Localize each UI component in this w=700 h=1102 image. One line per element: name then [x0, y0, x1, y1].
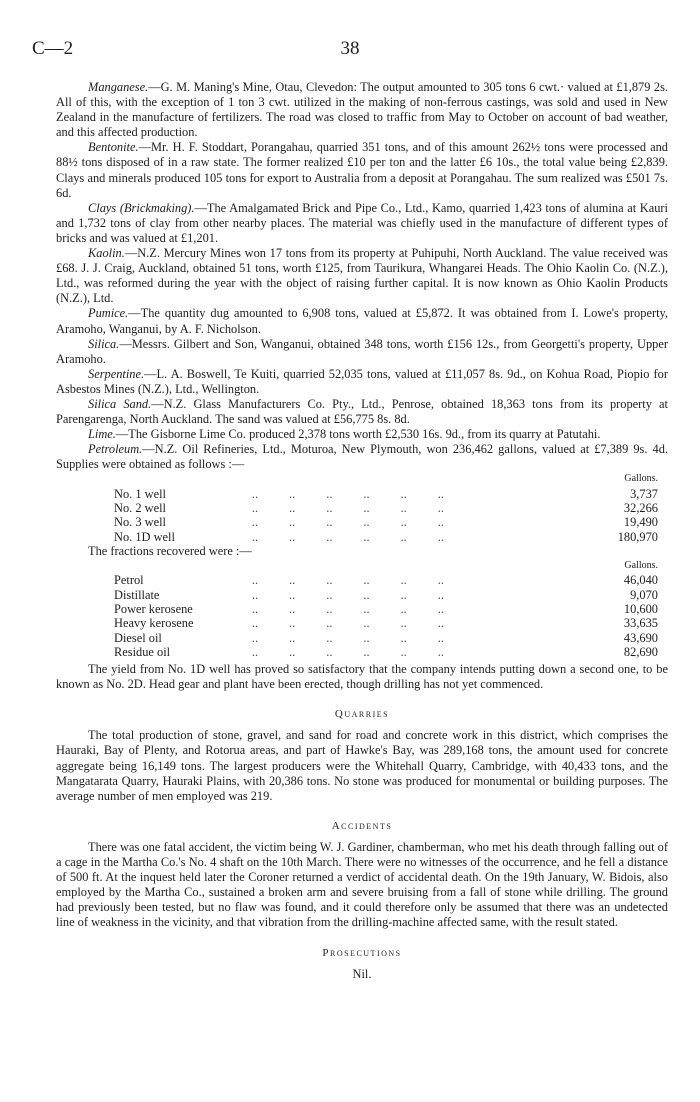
fraction-label: Residue oil [114, 644, 171, 659]
table-row [114, 602, 658, 616]
lead-term: Bentonite. [88, 140, 139, 155]
fractions-intro: The fractions recovered were :— [88, 543, 252, 558]
well-label: No. 2 well [114, 501, 166, 516]
paragraph-text: —N.Z. Glass Manufacturers Co. Pty., Ltd., Penrose, obtained 18,363 tons from its property at Parengarenga, North Auckland. The sand was valued at £56,775 8s. 8d. [56, 396, 668, 427]
well-value: 19,490 [623, 515, 658, 530]
prosecutions-heading: Prosecutions [322, 946, 402, 959]
dot-leader: .. .. .. .. .. .. [224, 644, 444, 659]
paragraph-text: —G. M. Maning's Mine, Otau, Clevedon: The output amounted to 305 tons 6 cwt.· valued at £1,879 2s. All of this, with the exception of 1 ton 3 cwt. utilized in the making of non-ferrous castings, was sold and used in New Zealand in the manufacture of fertilizers. The road was closed to traffic from May to October on account of bad weather, and this affected production. [56, 80, 668, 140]
lead-term: Clays (Brickmaking). [88, 200, 195, 215]
paragraph-text: —N.Z. Oil Refineries, Ltd., Moturoa, New Plymouth, won 236,462 gallons, valued at £7,389 9s. 4d. Supplies were obtained as follows :— [56, 442, 668, 472]
fractions-unit-row [114, 559, 658, 573]
quarries-paragraph: The total production of stone, gravel, and sand for road and concrete work in this district, which comprises the Hauraki, Bay of Plenty, and Rotorua areas, and part of Hawke's Bay, was 289,168 tons, the amount used for concrete aggregate being 16,149 tons. The largest producers were the Whitehall Quarry, Cambridge, with 40,433 tons, and the Mangatarata Quarry, Hauraki Plains, with 20,386 tons. No stone was produced for monumental or building purposes. The average number of men employed was 219. [56, 728, 668, 803]
paragraph-text: —L. A. Boswell, Te Kuiti, quarried 52,035 tons, valued at £11,057 8s. 9d., on Kohua Road, Piopio for Asbestos Mines (N.Z.), Ltd., Wellington. [56, 366, 668, 396]
table-row [114, 501, 658, 515]
fraction-label: Power kerosene [114, 601, 193, 616]
fraction-value: 33,635 [623, 616, 658, 631]
well-label: No. 1 well [114, 486, 166, 501]
paragraph-kaolin [56, 246, 668, 306]
paragraph-text: —Messrs. Gilbert and Son, Wanganui, obtained 348 tons, worth £156 12s., from Georgetti's property, Upper Aramoho. [56, 336, 668, 366]
wells-table [114, 472, 658, 543]
quarries-heading: Quarries [334, 708, 390, 721]
paragraph-petroleum [56, 442, 668, 472]
dot-leader: .. .. .. .. .. .. [224, 515, 444, 530]
paragraph-manganese [56, 80, 668, 140]
table-row [114, 588, 658, 602]
paragraph-pumice [56, 306, 668, 336]
paragraph-text: —Mr. H. F. Stoddart, Porangahau, quarried 351 tons, and of this amount 262½ tons were processed and 88½ tons disposed of in a raw state. The former realized £10 per ton and the latter £6 10s., the total value being £2,839. Clays and minerals produced 105 tons for export to Australia from a deposit at Porangahau. The sum realized was £501 7s. 6d. [56, 140, 668, 200]
prosecutions-text: Nil. [352, 966, 372, 981]
paragraph-text: —The Amalgamated Brick and Pipe Co., Ltd., Kamo, quarried 1,423 tons of alumina at Kauri and 1,732 tons of clay from other nearby places. The material was chiefly used in the manufacture of different types of bricks and was valued at £1,201. [56, 200, 669, 245]
well-label: No. 3 well [114, 515, 166, 530]
paragraph-silica-sand [56, 397, 668, 427]
table-row [114, 631, 658, 645]
page-number: 38 [340, 38, 360, 59]
fraction-label: Diesel oil [114, 630, 162, 645]
fractions-unit: Gallons. [624, 560, 658, 572]
paragraph-text: —N.Z. Mercury Mines won 17 tons from its property at Puhipuhi, North Auckland. The value received was £68. J. J. Craig, Auckland, obtained 51 tons, worth £125, from Taurikura, Whangarei Heads. The Ohio Kaolin Co. (N.Z.), Ltd., was reformed during the year with the object of raising further capital. It is now known as Ohio Kaolin Products (N.Z.), Ltd. [56, 246, 668, 306]
well-value: 32,266 [623, 501, 658, 516]
dot-leader: .. .. .. .. .. .. [224, 630, 444, 645]
lead-term: Pumice. [88, 306, 129, 321]
paragraph-bentonite [56, 140, 668, 200]
lead-term: Lime. [88, 427, 116, 442]
fractions-table [114, 559, 658, 659]
dot-leader: .. .. .. .. .. .. [224, 573, 444, 588]
lead-term: Serpentine. [88, 366, 145, 381]
fraction-label: Distillate [114, 587, 160, 602]
fraction-value: 82,690 [623, 644, 658, 659]
dot-leader: .. .. .. .. .. .. [224, 486, 444, 501]
table-row [114, 616, 658, 630]
fraction-value: 43,690 [623, 630, 658, 645]
lead-term: Silica. [88, 336, 120, 351]
well-label: No. 1D well [114, 529, 175, 544]
fraction-value: 9,070 [630, 587, 658, 602]
lead-term: Petroleum. [88, 442, 143, 457]
page-body [56, 80, 668, 982]
paragraph-clays [56, 201, 668, 246]
wells-unit: Gallons. [624, 473, 658, 485]
wells-unit-row [114, 472, 658, 486]
paragraph-lime [56, 427, 668, 442]
paragraph-text: —The quantity dug amounted to 6,908 tons, valued at £5,872. It was obtained from I. Lowe's property, Aramoho, Wanganui, by A. F. Nicholson. [56, 306, 668, 336]
table-row [114, 487, 658, 501]
table-row [114, 530, 658, 544]
fraction-value: 46,040 [623, 573, 658, 588]
paragraph-serpentine [56, 367, 668, 397]
document-code: C—2 [32, 38, 74, 59]
dot-leader: .. .. .. .. .. .. [224, 501, 444, 516]
paragraph-text: —The Gisborne Lime Co. produced 2,378 tons worth £2,530 16s. 9d., from its quarry at Patutahi. [115, 427, 601, 442]
well-value: 3,737 [630, 486, 658, 501]
dot-leader: .. .. .. .. .. .. [224, 587, 444, 602]
lead-term: Kaolin. [88, 246, 125, 261]
lead-term: Manganese. [88, 80, 149, 94]
dot-leader: .. .. .. .. .. .. [224, 529, 444, 544]
fraction-label: Petrol [114, 573, 144, 588]
paragraph-silica [56, 337, 668, 367]
yield-paragraph: The yield from No. 1D well has proved so satisfactory that the company intends putting down a second one, to be known as No. 2D. Head gear and plant have been erected, though drilling has not yet commenced. [56, 662, 668, 692]
page-header [32, 38, 668, 62]
fraction-label: Heavy kerosene [114, 616, 194, 631]
table-row [114, 573, 658, 587]
accidents-paragraph: There was one fatal accident, the victim being W. J. Gardiner, chamberman, who met his death through falling out of a cage in the Martha Co.'s No. 4 shaft on the 10th March. There were no witnesses of the occurrence, and he fell a distance of 500 ft. At the inquest held later the Coroner returned a verdict of accidental death. On the 19th January, W. Bidois, also employed by the Martha Co., sustained a broken arm and severe bruising from a fall of stone while drilling. The ground had previously been tested, but no flaw was found, and it could therefore only be assumed that there was an undetected line of weakness in the vicinity, and that vibration from the drilling-machine affected same, with the result stated. [56, 839, 668, 930]
table-row [114, 645, 658, 659]
table-row [114, 515, 658, 529]
well-value: 180,970 [617, 529, 658, 544]
dot-leader: .. .. .. .. .. .. [224, 601, 444, 616]
dot-leader: .. .. .. .. .. .. [224, 616, 444, 631]
lead-term: Silica Sand. [88, 396, 152, 411]
fraction-value: 10,600 [623, 601, 658, 616]
accidents-heading: Accidents [331, 819, 393, 832]
